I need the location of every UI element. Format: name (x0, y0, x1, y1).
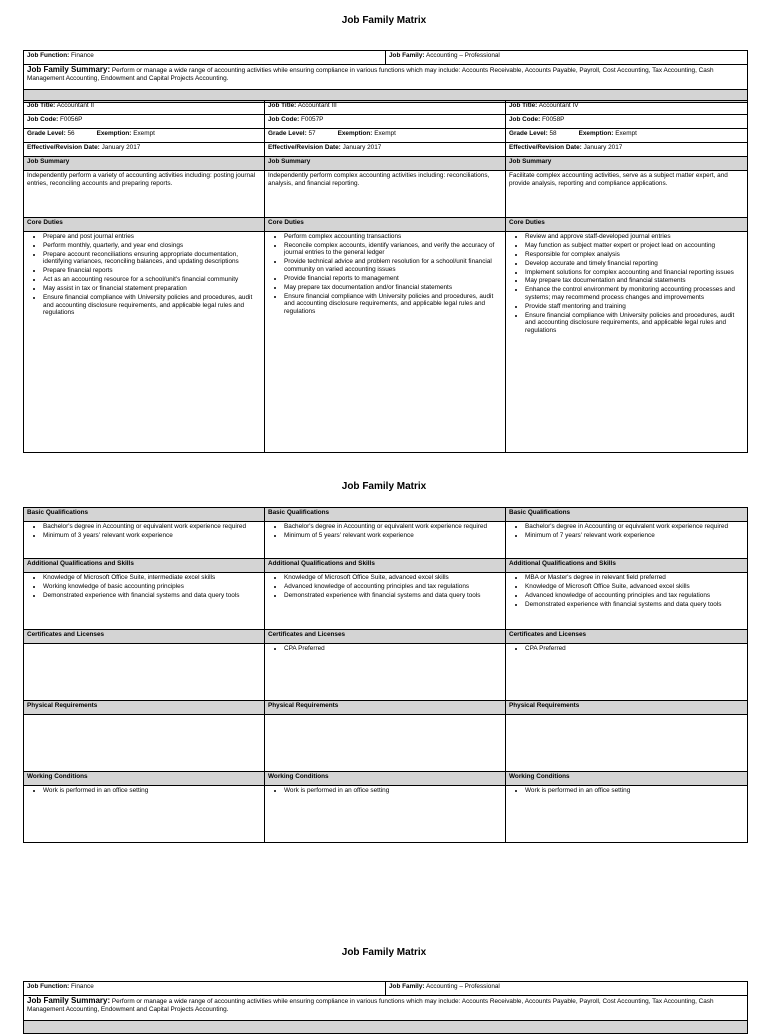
working-conditions-header: Working Conditions (265, 772, 506, 786)
list-item: • Provide staff mentoring and training (525, 303, 744, 311)
certificates-header: Certificates and Licenses (24, 630, 265, 644)
grade-level-value: 58 (549, 130, 557, 137)
certificates-cell (24, 644, 265, 701)
job-title-label: Job Title: (268, 102, 297, 109)
job-code-label: Job Code: (268, 116, 300, 123)
header-table (23, 981, 748, 1034)
list-item: • Minimum of 5 years' relevant work experience (284, 532, 502, 540)
grade-level-label: Grade Level: (509, 130, 548, 137)
job-function-cell (24, 982, 386, 996)
divider-bar (24, 1021, 748, 1034)
list-item: • Advanced knowledge of accounting principles and tax regulations (284, 583, 502, 591)
physical-requirements-cell (24, 715, 265, 772)
exemption-value: Exempt (133, 130, 155, 137)
list-item: • Perform complex accounting transactions (284, 233, 502, 241)
additional-qualifications-header: Additional Qualifications and Skills (265, 559, 506, 573)
job-family-summary-text: Perform or manage a wide range of accounting activities while ensuring compliance in various functions which may include: Accounts Receivable, Accounts Payable, Payroll, Cost Accounting, Tax Accounting, Cash Management Accounting, Endowment and Capital Projects Accounting. (27, 67, 714, 82)
core-duties-list (27, 233, 261, 317)
list-item: • Ensure financial compliance with University policies and procedures, audit and accounting disclosure requirements, and applicable legal rules and regulations (525, 312, 744, 335)
core-duties-cell (265, 232, 506, 453)
list-item: • Minimum of 3 years' relevant work experience (43, 532, 261, 540)
list-item: • MBA or Master's degree in relevant field preferred (525, 574, 744, 582)
core-duties-list (509, 233, 744, 335)
certificates-cell (265, 644, 506, 701)
list-item: • Minimum of 7 years' relevant work experience (525, 532, 744, 540)
grade-level-value: 57 (308, 130, 316, 137)
job-title-value: Accountant II (56, 102, 95, 109)
core-duties-header: Core Duties (506, 218, 748, 232)
working-conditions-cell (24, 786, 265, 843)
basic-qualifications-list (509, 523, 744, 539)
list-item: • Provide financial reports to management (284, 275, 502, 283)
effective-date-cell (265, 143, 506, 157)
job-summary-text: Facilitate complex accounting activities, serve as a subject matter expert, and provide analysis, reporting and compliance applications. (506, 171, 748, 218)
list-item: • Ensure financial compliance with University policies and procedures, audit and accounting disclosure requirements, and applicable legal rules and regulations (43, 294, 261, 317)
list-item: • Work is performed in an office setting (43, 787, 261, 795)
certificates-header: Certificates and Licenses (506, 630, 748, 644)
job-summary-text: Independently perform a variety of accounting activities including: posting journal entries, reconciling accounts and preparing reports. (24, 171, 265, 218)
list-item: • Advanced knowledge of accounting principles and tax regulations (525, 592, 744, 600)
physical-requirements-header: Physical Requirements (265, 701, 506, 715)
basic-qualifications-list (27, 523, 261, 539)
job-function-value: Finance (71, 52, 94, 59)
list-item: • Work is performed in an office setting (284, 787, 502, 795)
job-family-summary (24, 65, 748, 90)
list-item: • Responsible for complex analysis (525, 251, 744, 259)
list-item: • May assist in tax or financial statement preparation (43, 285, 261, 293)
core-duties-list (268, 233, 502, 315)
core-duties-header: Core Duties (265, 218, 506, 232)
job-family-summary (24, 996, 748, 1021)
job-title-value: Accountant IV (538, 102, 579, 109)
job-family-cell (386, 51, 748, 65)
list-item: • Demonstrated experience with financial systems and data query tools (43, 592, 261, 600)
list-item: • Review and approve staff-developed journal entries (525, 233, 744, 241)
job-code-cell (506, 115, 748, 129)
job-family-label: Job Family: (389, 52, 425, 59)
list-item: • Act as an accounting resource for a school/unit's financial community (43, 276, 261, 284)
job-summary-header: Job Summary (265, 157, 506, 171)
exemption-value: Exempt (615, 130, 637, 137)
job-code-cell (24, 115, 265, 129)
basic-qualifications-header: Basic Qualifications (506, 508, 748, 522)
header-table (23, 50, 748, 103)
list-item: • Knowledge of Microsoft Office Suite, advanced excel skills (525, 583, 744, 591)
working-conditions-list (27, 787, 261, 795)
grade-exemption-cell (24, 129, 265, 143)
job-title-cell (265, 101, 506, 115)
job-code-value: F0058P (542, 116, 565, 123)
additional-qualifications-header: Additional Qualifications and Skills (506, 559, 748, 573)
working-conditions-cell (265, 786, 506, 843)
job-code-label: Job Code: (27, 116, 59, 123)
core-duties-header: Core Duties (24, 218, 265, 232)
list-item: • May prepare tax documentation and financial statements (525, 277, 744, 285)
basic-qualifications-cell (506, 522, 748, 559)
physical-requirements-header: Physical Requirements (506, 701, 748, 715)
physical-requirements-header: Physical Requirements (24, 701, 265, 715)
additional-qualifications-list (268, 574, 502, 599)
job-function-label: Job Function: (27, 52, 70, 59)
list-item: • Bachelor's degree in Accounting or equivalent work experience required (525, 523, 744, 531)
list-item: • May prepare tax documentation and/or financial statements (284, 284, 502, 292)
certificates-list (268, 645, 502, 653)
core-duties-cell (24, 232, 265, 453)
page-title: Job Family Matrix (341, 15, 427, 26)
working-conditions-header: Working Conditions (24, 772, 265, 786)
additional-qualifications-cell (24, 573, 265, 630)
working-conditions-cell (506, 786, 748, 843)
list-item: • Demonstrated experience with financial systems and data query tools (284, 592, 502, 600)
certificates-list (509, 645, 744, 653)
qualifications-table (23, 507, 748, 843)
working-conditions-header: Working Conditions (506, 772, 748, 786)
job-function-cell (24, 51, 386, 65)
certificates-cell (506, 644, 748, 701)
list-item: • Prepare account reconciliations ensuring appropriate documentation, identifying variances, reconciling balances, and updating descriptions (43, 251, 261, 266)
effective-date-label: Effective/Revision Date: (509, 144, 582, 151)
list-item: • Prepare and post journal entries (43, 233, 261, 241)
job-title-cell (506, 101, 748, 115)
effective-date-label: Effective/Revision Date: (27, 144, 100, 151)
job-code-value: F0057P (301, 116, 324, 123)
list-item: • Work is performed in an office setting (525, 787, 744, 795)
working-conditions-list (268, 787, 502, 795)
job-family-cell (386, 982, 748, 996)
list-item: • Prepare financial reports (43, 267, 261, 275)
exemption-label: Exemption: (337, 130, 373, 137)
list-item: • CPA Preferred (525, 645, 744, 653)
certificates-header: Certificates and Licenses (265, 630, 506, 644)
effective-date-cell (24, 143, 265, 157)
job-family-value: Accounting – Professional (425, 52, 500, 59)
list-item: • Working knowledge of basic accounting principles (43, 583, 261, 591)
basic-qualifications-cell (24, 522, 265, 559)
grade-level-label: Grade Level: (27, 130, 66, 137)
list-item: • May function as subject matter expert or project lead on accounting (525, 242, 744, 250)
physical-requirements-cell (506, 715, 748, 772)
effective-date-cell (506, 143, 748, 157)
job-family-label: Job Family: (389, 983, 425, 990)
job-family-summary-label: Job Family Summary: (27, 65, 111, 74)
working-conditions-list (509, 787, 744, 795)
job-code-value: F0056P (60, 116, 83, 123)
basic-qualifications-cell (265, 522, 506, 559)
list-item: • Knowledge of Microsoft Office Suite, advanced excel skills (284, 574, 502, 582)
exemption-value: Exempt (374, 130, 396, 137)
list-item: • Bachelor's degree in Accounting or equivalent work experience required (43, 523, 261, 531)
list-item: • Bachelor's degree in Accounting or equivalent work experience required (284, 523, 502, 531)
list-item: • Enhance the control environment by monitoring accounting processes and systems; may recommend process changes and improvements (525, 286, 744, 301)
list-item: • Knowledge of Microsoft Office Suite, intermediate excel skills (43, 574, 261, 582)
job-family-summary-text: Perform or manage a wide range of accounting activities while ensuring compliance in various functions which may include: Accounts Receivable, Accounts Payable, Payroll, Cost Accounting, Tax Accounting, Cash Management Accounting, Endowment and Capital Projects Accounting. (27, 998, 714, 1013)
exemption-label: Exemption: (578, 130, 614, 137)
list-item: • Reconcile complex accounts, identify variances, and verify the accuracy of journal entries to the general ledger (284, 242, 502, 257)
job-code-label: Job Code: (509, 116, 541, 123)
additional-qualifications-header: Additional Qualifications and Skills (24, 559, 265, 573)
basic-qualifications-header: Basic Qualifications (24, 508, 265, 522)
job-family-summary-label: Job Family Summary: (27, 996, 111, 1005)
job-summary-text: Independently perform complex accounting activities including: reconciliations, analysis, and financial reporting. (265, 171, 506, 218)
grade-level-value: 56 (67, 130, 75, 137)
list-item: • Perform monthly, quarterly, and year end closings (43, 242, 261, 250)
basic-qualifications-list (268, 523, 502, 539)
exemption-label: Exemption: (96, 130, 132, 137)
job-title-cell (24, 101, 265, 115)
effective-date-value: January 2017 (583, 144, 623, 151)
list-item: • Develop accurate and timely financial reporting (525, 260, 744, 268)
additional-qualifications-list (27, 574, 261, 599)
additional-qualifications-cell (506, 573, 748, 630)
page-title: Job Family Matrix (341, 481, 427, 492)
grade-exemption-cell (506, 129, 748, 143)
list-item: • Ensure financial compliance with University policies and procedures, audit and accounting disclosure requirements, and applicable legal rules and regulations (284, 293, 502, 316)
grade-exemption-cell (265, 129, 506, 143)
job-function-value: Finance (71, 983, 94, 990)
job-title-label: Job Title: (27, 102, 56, 109)
effective-date-label: Effective/Revision Date: (268, 144, 341, 151)
job-code-cell (265, 115, 506, 129)
list-item: • Implement solutions for complex accounting and financial reporting issues (525, 269, 744, 277)
job-title-label: Job Title: (509, 102, 538, 109)
job-details-table (23, 100, 748, 453)
effective-date-value: January 2017 (101, 144, 141, 151)
job-title-value: Accountant III (297, 102, 337, 109)
job-family-value: Accounting – Professional (425, 983, 500, 990)
page-title: Job Family Matrix (341, 947, 427, 958)
additional-qualifications-cell (265, 573, 506, 630)
basic-qualifications-header: Basic Qualifications (265, 508, 506, 522)
job-function-label: Job Function: (27, 983, 70, 990)
additional-qualifications-list (509, 574, 744, 608)
list-item: • CPA Preferred (284, 645, 502, 653)
core-duties-cell (506, 232, 748, 453)
job-summary-header: Job Summary (506, 157, 748, 171)
list-item: • Provide technical advice and problem resolution for a school/unit financial community on varied accounting issues (284, 258, 502, 273)
grade-level-label: Grade Level: (268, 130, 307, 137)
list-item: • Demonstrated experience with financial systems and data query tools (525, 601, 744, 609)
job-summary-header: Job Summary (24, 157, 265, 171)
physical-requirements-cell (265, 715, 506, 772)
effective-date-value: January 2017 (342, 144, 382, 151)
